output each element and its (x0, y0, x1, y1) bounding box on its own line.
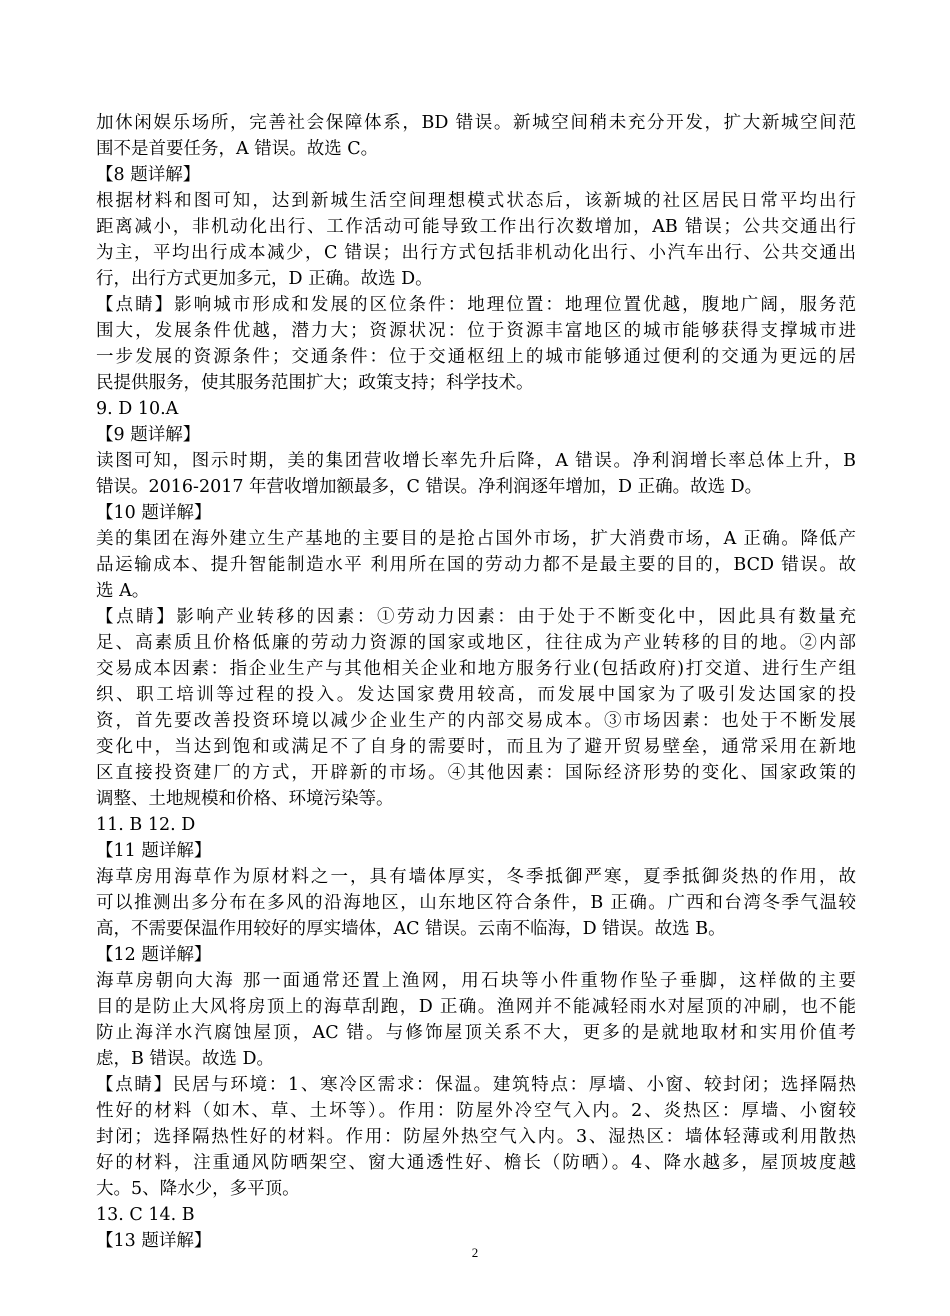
text-line: 高，不需要保温作用较好的厚实墙体，AC 错误。云南不临海，D 错误。故选 B。 (96, 919, 726, 939)
text-line: 好的材料，注重通风防晒架空、窗大通透性好、檐长（防晒）。4、降水越多，屋顶坡度越 (96, 1153, 856, 1173)
text-line: 海草房用海草作为原材料之一，具有墙体厚实，冬季抵御严寒，夏季抵御炎热的作用，故 (96, 867, 856, 887)
text-line: 封闭；选择隔热性好的材料。作用：防屋外热空气入内。3、湿热区：墙体轻薄或利用散热 (96, 1127, 856, 1147)
text-line: 变化中，当达到饱和或满足不了自身的需要时，而且为了避开贸易壁垒，通常采用在新地 (96, 737, 856, 757)
text-line: 【点睛】影响产业转移的因素：①劳动力因素：由于处于不断变化中，因此具有数量充 (96, 607, 856, 627)
section-heading: 【11 题详解】 (96, 841, 212, 861)
text-line: 足、高素质且价格低廉的劳动力资源的国家或地区，往往成为产业转移的目的地。②内部 (96, 633, 856, 653)
text-line: 美的集团在海外建立生产基地的主要目的是抢占国外市场，扩大消费市场，A 正确。降低产 (96, 529, 856, 549)
text-line: 区直接投资建厂的方式，开辟新的市场。④其他因素：国际经济形势的变化、国家政策的 (96, 763, 856, 783)
text-line: 大。5、降水少，多平顶。 (96, 1179, 300, 1199)
text-line: 资，首先要改善投资环境以减少企业生产的内部交易成本。③市场因素：也处于不断发展 (96, 711, 856, 731)
text-line: 围大，发展条件优越，潜力大；资源状况：位于资源丰富地区的城市能够获得支撑城市进 (96, 321, 856, 341)
text-line: 【点睛】影响城市形成和发展的区位条件：地理位置：地理位置优越，腹地广阔，服务范 (96, 295, 856, 315)
text-line: 读图可知，图示时期，美的集团营收增长率先升后降，A 错误。净利润增长率总体上升，B (96, 451, 856, 471)
text-line: 民提供服务，使其服务范围扩大；政策支持；科学技术。 (96, 373, 534, 393)
text-line: 织、职工培训等过程的投入。发达国家费用较高，而发展中国家为了吸引发达国家的投 (96, 685, 856, 705)
text-line: 虑，B 错误。故选 D。 (96, 1049, 275, 1069)
answer-line: 9. D 10.A (96, 399, 179, 419)
text-line: 围不是首要任务，A 错误。故选 C。 (96, 139, 379, 159)
text-line: 性好的材料（如木、草、土坏等）。作用：防屋外冷空气入内。2、炎热区：厚墙、小窗较 (96, 1101, 856, 1121)
text-line: 行，出行方式更加多元，D 正确。故选 D。 (96, 269, 433, 289)
answer-line: 11. B 12. D (96, 815, 196, 835)
section-heading: 【8 题详解】 (96, 165, 201, 185)
text-line: 根据材料和图可知，达到新城生活空间理想模式状态后，该新城的社区居民日常平均出行 (96, 191, 856, 211)
text-line: 加休闲娱乐场所，完善社会保障体系，BD 错误。新城空间稍未充分开发，扩大新城空间范 (96, 113, 856, 133)
text-line: 一步发展的资源条件；交通条件：位于交通枢纽上的城市能够通过便利的交通为更远的居 (96, 347, 856, 367)
page-number: 2 (471, 1245, 479, 1260)
text-line: 为主，平均出行成本减少，C 错误；出行方式包括非机动化出行、小汽车出行、公共交通出 (96, 243, 856, 263)
text-line: 选 A。 (96, 581, 150, 601)
text-line: 交易成本因素：指企业生产与其他相关企业和地方服务行业(包括政府)打交道、进行生产组 (96, 659, 856, 679)
text-line: 品运输成本、提升智能制造水平 利用所在国的劳动力都不是最主要的目的，BCD 错误。故 (96, 555, 856, 575)
text-line: 海草房朝向大海 那一面通常还置上渔网，用石块等小件重物作坠子垂脚，这样做的主要 (96, 971, 856, 991)
text-line: 可以推测出多分布在多风的沿海地区，山东地区符合条件，B 正确。广西和台湾冬季气温较 (96, 893, 856, 913)
text-line: 错误。2016-2017 年营收增加额最多，C 错误。净利润逐年增加，D 正确。故选 D。 (96, 477, 763, 497)
section-heading: 【12 题详解】 (96, 945, 212, 965)
text-line: 调整、土地规模和价格、环境污染等。 (96, 789, 394, 809)
section-heading: 【13 题详解】 (96, 1231, 212, 1251)
section-heading: 【10 题详解】 (96, 503, 212, 523)
text-line: 【点睛】民居与环境：1、寒冷区需求：保温。建筑特点：厚墙、小窗、较封闭；选择隔热 (96, 1075, 856, 1095)
answer-line: 13. C 14. B (96, 1205, 195, 1225)
text-line: 距离减小，非机动化出行、工作活动可能导致工作出行次数增加，AB 错误；公共交通出行 (96, 217, 856, 237)
section-heading: 【9 题详解】 (96, 425, 201, 445)
text-line: 防止海洋水汽腐蚀屋顶，AC 错。与修饰屋顶关系不大，更多的是就地取材和实用价值考 (96, 1023, 856, 1043)
text-line: 目的是防止大风将房顶上的海草刮跑，D 正确。渔网并不能减轻雨水对屋顶的冲刷，也不能 (96, 997, 856, 1017)
